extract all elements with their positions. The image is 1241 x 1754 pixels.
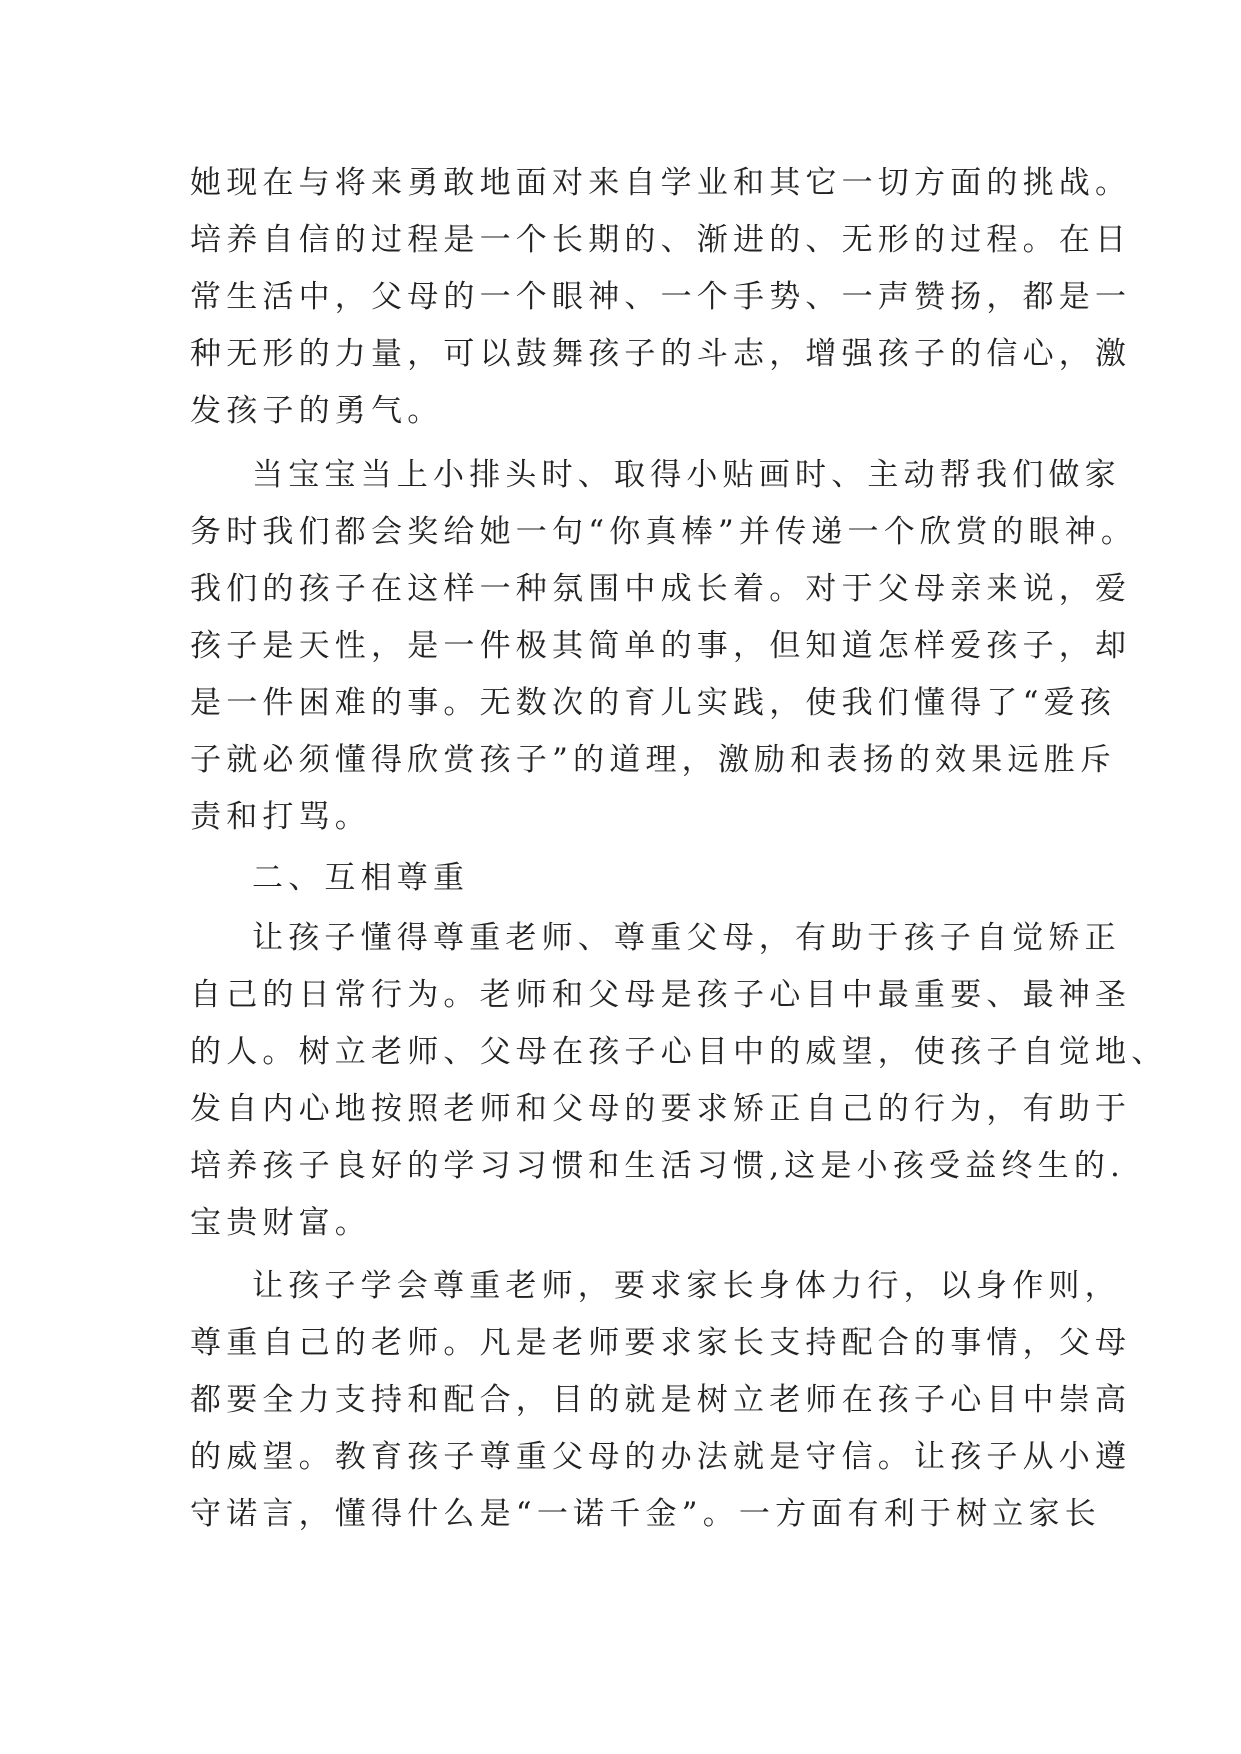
- text-line: 种无形的力量，可以鼓舞孩子的斗志，增强孩子的信心，激: [190, 336, 1132, 372]
- text-line: 发孩子的勇气。: [190, 393, 444, 429]
- text-line: 子就必须懂得欣赏孩子”的道理，激励和表扬的效果远胜斥: [190, 742, 1117, 778]
- text-line: 当宝宝当上小排头时、取得小贴画时、主动帮我们做家: [252, 457, 1121, 493]
- text-line: 让孩子懂得尊重老师、尊重父母，有助于孩子自觉矫正: [252, 920, 1121, 956]
- text-line: 的威望。教育孩子尊重父母的办法就是守信。让孩子从小遵: [190, 1439, 1132, 1475]
- text-line: 让孩子学会尊重老师，要求家长身体力行，以身作则，: [252, 1268, 1121, 1304]
- section-heading: 二、互相尊重: [252, 860, 470, 896]
- text-line: 务时我们都会奖给她一句“你真棒”并传递一个欣赏的眼神。: [190, 514, 1138, 550]
- text-line: 孩子是天性，是一件极其简单的事，但知道怎样爱孩子，却: [190, 628, 1132, 664]
- text-line: 责和打骂。: [190, 799, 371, 835]
- text-line: 发自内心地按照老师和父母的要求矫正自己的行为，有助于: [190, 1091, 1132, 1127]
- text-line: 她现在与将来勇敢地面对来自学业和其它一切方面的挑战。: [190, 165, 1132, 201]
- text-line: 是一件困难的事。无数次的育儿实践，使我们懂得了“爱孩: [190, 685, 1117, 721]
- text-line: 尊重自己的老师。凡是老师要求家长支持配合的事情，父母: [190, 1325, 1132, 1361]
- text-line: 我们的孩子在这样一种氛围中成长着。对于父母亲来说，爱: [190, 571, 1132, 607]
- text-line: 守诺言，懂得什么是“一诺千金”。一方面有利于树立家长: [190, 1496, 1101, 1532]
- text-line: 宝贵财富。: [190, 1205, 371, 1241]
- text-line: 培养孩子良好的学习习惯和生活习惯,这是小孩受益终生的.: [190, 1148, 1126, 1184]
- text-line: 常生活中，父母的一个眼神、一个手势、一声赞扬，都是一: [190, 279, 1132, 315]
- text-line: 都要全力支持和配合，目的就是树立老师在孩子心目中崇高: [190, 1382, 1132, 1418]
- text-line: 的人。树立老师、父母在孩子心目中的威望，使孩子自觉地、: [190, 1034, 1168, 1070]
- text-line: 自己的日常行为。老师和父母是孩子心目中最重要、最神圣: [190, 977, 1132, 1013]
- text-line: 培养自信的过程是一个长期的、渐进的、无形的过程。在日: [190, 222, 1132, 258]
